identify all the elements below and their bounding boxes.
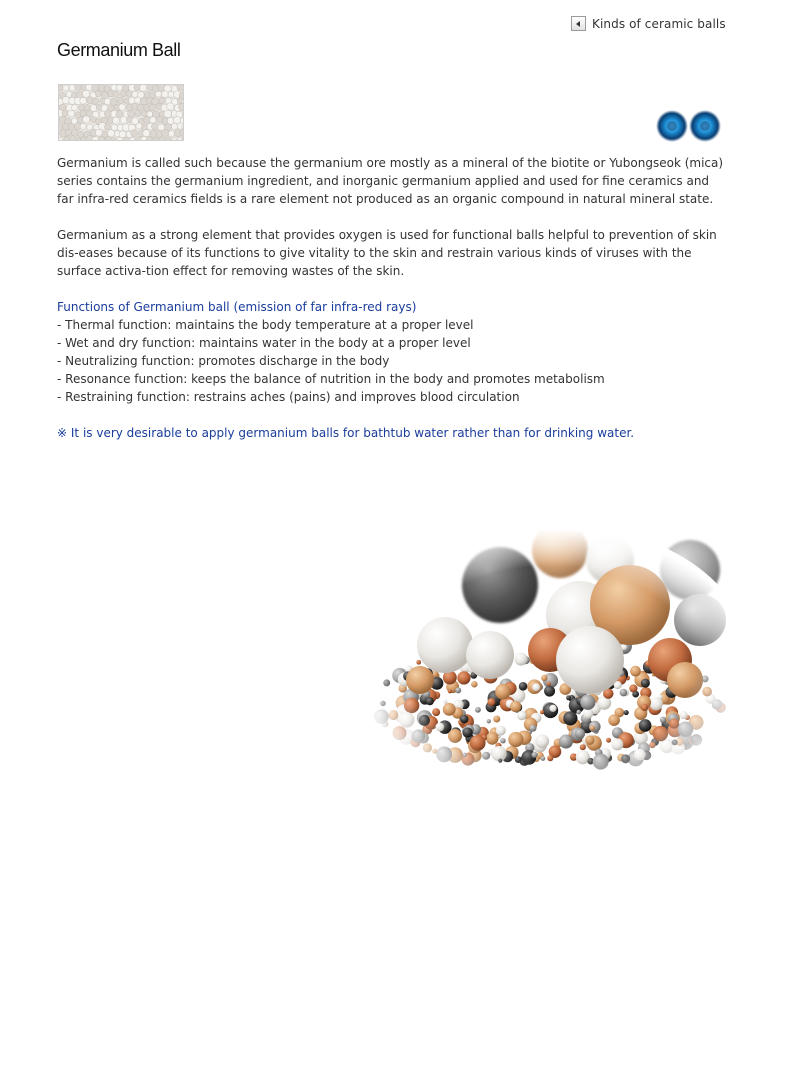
functions-list bbox=[57, 316, 727, 406]
list-item: - Restraining function: restrains aches (pains) and improves blood circulation bbox=[57, 390, 520, 404]
usage-note bbox=[57, 424, 727, 442]
list-item: - Resonance function: keeps the balance of nutrition in the body and promotes metabolism bbox=[57, 372, 605, 386]
germanium-particles-icon bbox=[655, 108, 723, 144]
back-to-kinds-link[interactable] bbox=[571, 16, 726, 31]
intro-paragraph: Germanium is called such because the germanium ore mostly as a mineral of the biotite or Yubongseok (mica) series contains the germanium ingredient, and inorganic germanium applied and used for fine ceramics and far infra-red ceramics fields is a rare element not produced as an organic compound in natural mineral state. bbox=[57, 156, 724, 206]
functions-heading: Functions of Germanium ball (emission of far infra-red rays) bbox=[57, 300, 417, 314]
oxygen-paragraph: Germanium as a strong element that provides oxygen is used for functional balls helpful to prevention of skin dis-eases because of its functions to give vitality to the skin and restrain various kinds of viruses with the surface activa-tion effect for removing wastes of the skin. bbox=[57, 228, 717, 278]
list-item: - Thermal function: maintains the body temperature at a proper level bbox=[57, 318, 474, 332]
page-title: Germanium Ball bbox=[57, 40, 181, 60]
back-link-label[interactable]: Kinds of ceramic balls bbox=[592, 16, 726, 31]
note-symbol: ※ bbox=[57, 426, 68, 440]
list-item: - Wet and dry function: maintains water in the body at a proper level bbox=[57, 336, 471, 350]
usage-note-text: It is very desirable to apply germanium balls for bathtub water rather than for drinking water. bbox=[70, 426, 635, 440]
ceramic-balls-illustration bbox=[360, 530, 740, 780]
content bbox=[57, 154, 727, 442]
list-item: - Neutralizing function: promotes discharge in the body bbox=[57, 354, 390, 368]
germanium-ball-thumbnail bbox=[58, 84, 184, 141]
triangle-left-icon[interactable] bbox=[571, 16, 586, 31]
